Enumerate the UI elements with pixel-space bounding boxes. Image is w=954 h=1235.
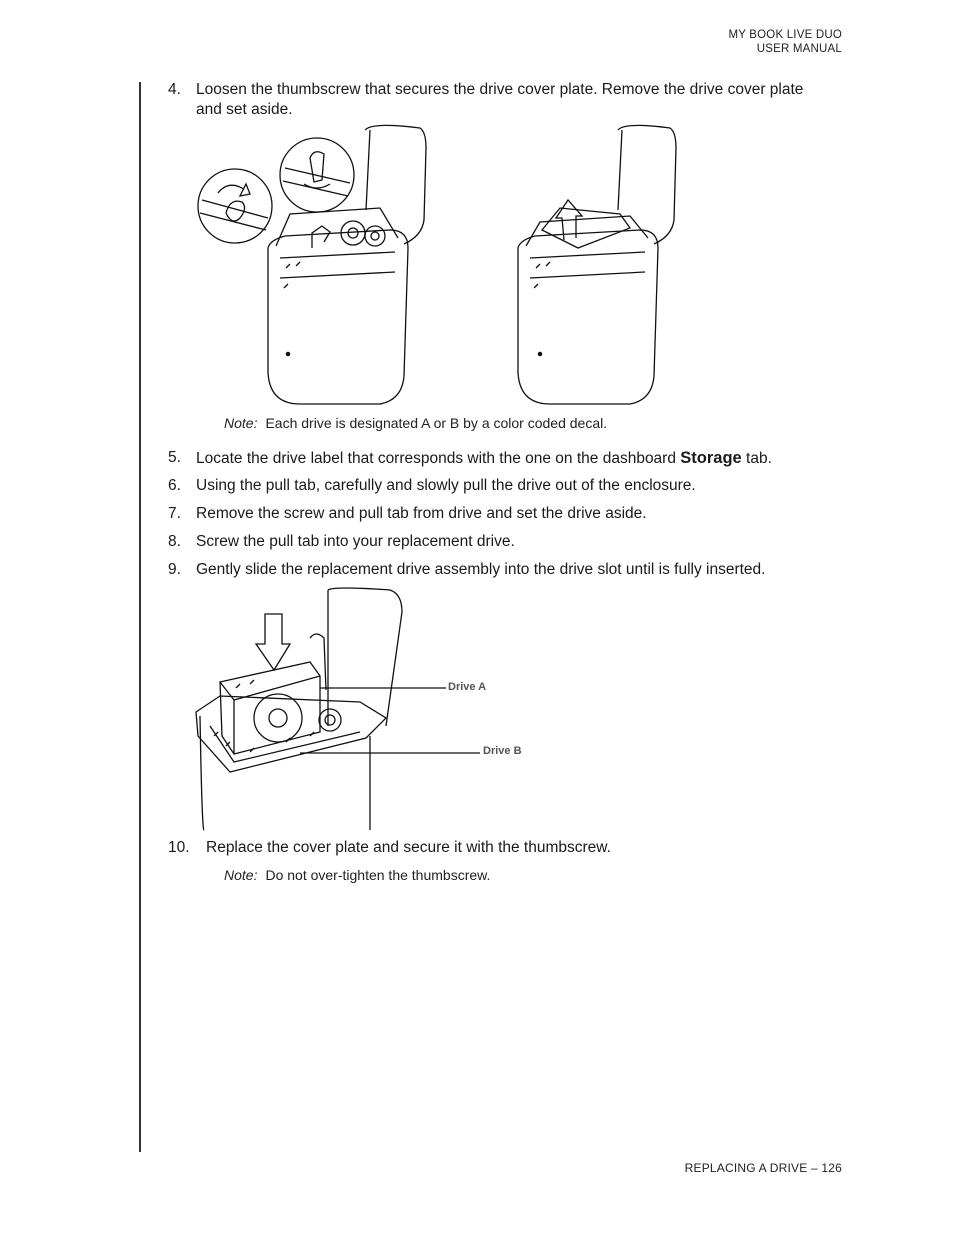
enclosure-left-illustration — [268, 125, 426, 404]
step-number: 8. — [168, 533, 181, 550]
page-footer: REPLACING A DRIVE – 126 — [684, 1161, 842, 1175]
note-text: Do not over-tighten the thumbscrew. — [265, 867, 491, 883]
step-number: 7. — [168, 505, 181, 522]
enclosure-right-illustration — [518, 125, 676, 404]
drive-insertion-illustration — [190, 586, 510, 832]
step-text: Using the pull tab, carefully and slowly pull the drive out of the enclosure. — [196, 477, 696, 494]
storage-tab-name: Storage — [680, 449, 742, 467]
step-number: 4. — [168, 81, 181, 98]
step-number: 9. — [168, 561, 181, 578]
enclosure-open-illustration — [196, 588, 402, 830]
step-text: Screw the pull tab into your replacement drive. — [196, 533, 515, 550]
margin-rule — [139, 82, 141, 1152]
callout-drive-a: Drive A — [448, 681, 487, 693]
step-text: Remove the screw and pull tab from drive and set the drive aside. — [196, 505, 647, 522]
running-header — [728, 28, 842, 56]
step-text-part: tab. — [741, 450, 772, 467]
note-color-decal — [224, 415, 607, 431]
cover-removal-illustration — [190, 118, 690, 408]
header-product: MY BOOK LIVE DUO — [728, 29, 842, 41]
step-number: 6. — [168, 477, 181, 494]
note-overtighten — [224, 867, 490, 883]
step-text: Loosen the thumbscrew that secures the drive cover plate. Remove the drive cover plate and set aside. — [196, 81, 804, 118]
insert-down-arrow — [256, 614, 290, 670]
note-label: Note: — [224, 867, 258, 883]
header-doc-type: USER MANUAL — [756, 43, 842, 55]
callout-drive-b: Drive B — [483, 745, 522, 757]
step-text-part: Locate the drive label that corresponds with the one on the dashboard — [196, 450, 681, 467]
zoom-detail-counterclockwise — [198, 169, 272, 243]
step-text — [196, 448, 772, 469]
step-number: 10. — [168, 839, 190, 856]
note-label: Note: — [224, 415, 258, 431]
step-text: Gently slide the replacement drive assembly into the drive slot until is fully inserted. — [196, 561, 766, 578]
zoom-detail-lift-screw — [280, 138, 354, 212]
step-text: Replace the cover plate and secure it with the thumbscrew. — [206, 839, 611, 856]
step-number: 5. — [168, 449, 181, 466]
note-text: Each drive is designated A or B by a color coded decal. — [265, 415, 608, 431]
